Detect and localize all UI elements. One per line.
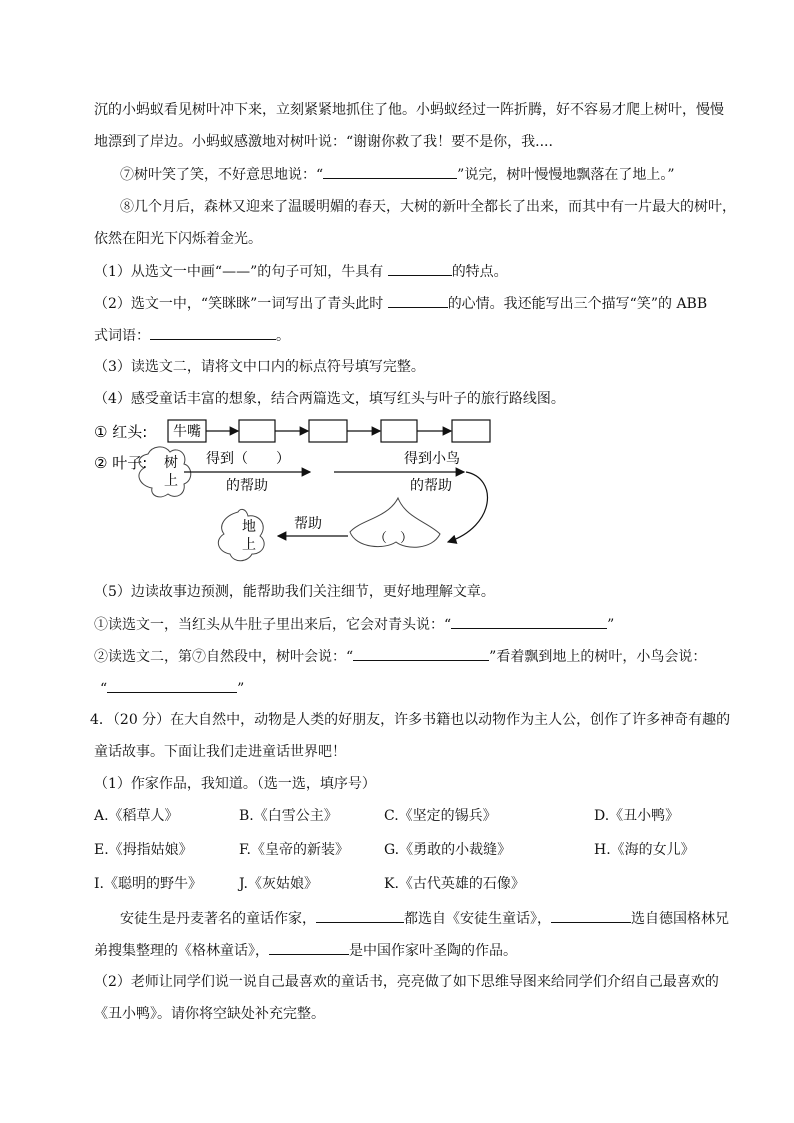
option-g: G.《勇敢的小裁缝》	[384, 842, 512, 858]
sub-question-1: （1）作家作品，我知道。（选一选，填序号）	[94, 776, 376, 792]
sub-question-2: （2）老师让同学们说一说自己最喜欢的童话书，亮亮做了如下思维导图来给同学们介绍自己最喜欢的	[94, 974, 719, 990]
answer-blank[interactable]	[353, 646, 489, 661]
passage-line: 沉的小蚂蚁看见树叶冲下来，立刻紧紧地抓住了他。小蚂蚁经过一阵折腾，好不容易才爬上树叶，慢慢	[94, 102, 724, 118]
tree-label-2: 上	[164, 473, 178, 489]
question-1: （1）从选文一中画“——”的句子可知，牛具有 的特点。	[94, 261, 508, 282]
passage-line: 地漂到了岸边。小蚂蚁感激地对树叶说：“谢谢你救了我！要不是你，我....	[94, 134, 553, 150]
row2-label: ② 叶子:	[94, 454, 148, 472]
passage-line: ⑦树叶笑了笑，不好意思地说：“ ”说完，树叶慢慢地飘落在了地上。”	[120, 164, 675, 185]
question-4-intro: 4．（20 分）在大自然中，动物是人类的好朋友，许多书籍也以动物作为主人公，创作了许多神奇有趣的	[90, 712, 731, 728]
question-5: （5）边读故事边预测，能帮助我们关注细节，更好地理解文章。	[94, 584, 495, 600]
option-c: C.《坚定的锡兵》	[384, 808, 497, 824]
ground-label-2: 上	[242, 537, 256, 553]
route-box-5[interactable]	[452, 420, 490, 442]
get-help-1-top: 得到（ ）	[206, 451, 290, 467]
travel-route-diagram	[88, 408, 508, 568]
option-b: B.《白雪公主》	[239, 808, 338, 824]
option-e: E.《拇指姑娘》	[94, 842, 193, 858]
question-2-cont: 式词语： 。	[94, 325, 290, 346]
question-5-1: ①读选文一，当红头从牛肚子里出来后，它会对青头说：“ ”	[94, 614, 614, 635]
answer-blank[interactable]	[451, 614, 607, 629]
ground-label-1: 地	[242, 519, 256, 535]
answer-blank[interactable]	[316, 908, 404, 923]
sub-question-2-cont: 《丑小鸭》。请你将空缺处补充完整。	[94, 1006, 325, 1022]
passage-line: ⑧几个月后，森林又迎来了温暖明媚的春天，大树的新叶全都长了出来，而其中有一片最大的树叶，	[120, 199, 736, 215]
route-box-3[interactable]	[309, 420, 347, 442]
question-2: （2）选文一中，“笑眯眯”一词写出了青头此时 的心情。我还能写出三个描写“笑”的 ABB	[94, 293, 707, 314]
tree-label-1: 树	[164, 455, 178, 471]
passage-line: 依然在阳光下闪烁着金光。	[94, 231, 262, 247]
answer-blank[interactable]	[150, 325, 276, 340]
help-label: 帮助	[294, 516, 322, 532]
route-box-1-text: 牛嘴	[173, 424, 201, 440]
question-4: （4）感受童话丰富的想象，结合两篇选文，填写红头与叶子的旅行路线图。	[94, 391, 565, 407]
option-j: J.《灰姑娘》	[239, 876, 318, 892]
row1-label: ① 红头:	[94, 423, 148, 441]
option-d: D.《丑小鸭》	[594, 808, 680, 824]
fill-line-1: 安徒生是丹麦著名的童话作家， 都选自《安徒生童话》， 选自德国格林兄	[120, 908, 729, 929]
option-h: H.《海的女儿》	[594, 842, 695, 858]
answer-blank[interactable]	[388, 293, 448, 308]
get-help-2-bottom: 的帮助	[410, 478, 452, 494]
option-a: A.《稻草人》	[94, 808, 179, 824]
route-box-2[interactable]	[239, 420, 275, 442]
get-help-1-bottom: 的帮助	[226, 478, 268, 494]
answer-blank[interactable]	[323, 164, 457, 179]
answer-blank[interactable]	[269, 940, 349, 955]
answer-blank[interactable]	[551, 908, 631, 923]
leaf-blank: （ ）	[374, 531, 414, 546]
question-4-intro-cont: 童话故事。下面让我们走进童话世界吧！	[94, 744, 346, 760]
answer-blank[interactable]	[107, 678, 237, 693]
question-5-2: ②读选文二，第⑦自然段中，树叶会说：“ ”看着飘到地上的树叶，小鸟会说：	[94, 646, 706, 667]
fill-line-2: 弟搜集整理的《格林童话》， 是中国作家叶圣陶的作品。	[94, 940, 517, 961]
route-box-4[interactable]	[381, 420, 417, 442]
question-3: （3）读选文二，请将文中口内的标点符号填写完整。	[94, 359, 425, 375]
answer-blank[interactable]	[388, 261, 452, 276]
option-f: F.《皇帝的新装》	[239, 842, 349, 858]
ground-leaf-icon	[218, 509, 264, 560]
question-5-3: “ ”	[100, 678, 244, 699]
option-k: K.《古代英雄的石像》	[384, 876, 525, 892]
option-i: I.《聪明的野牛》	[94, 876, 202, 892]
get-help-2-top: 得到小鸟	[404, 451, 460, 467]
